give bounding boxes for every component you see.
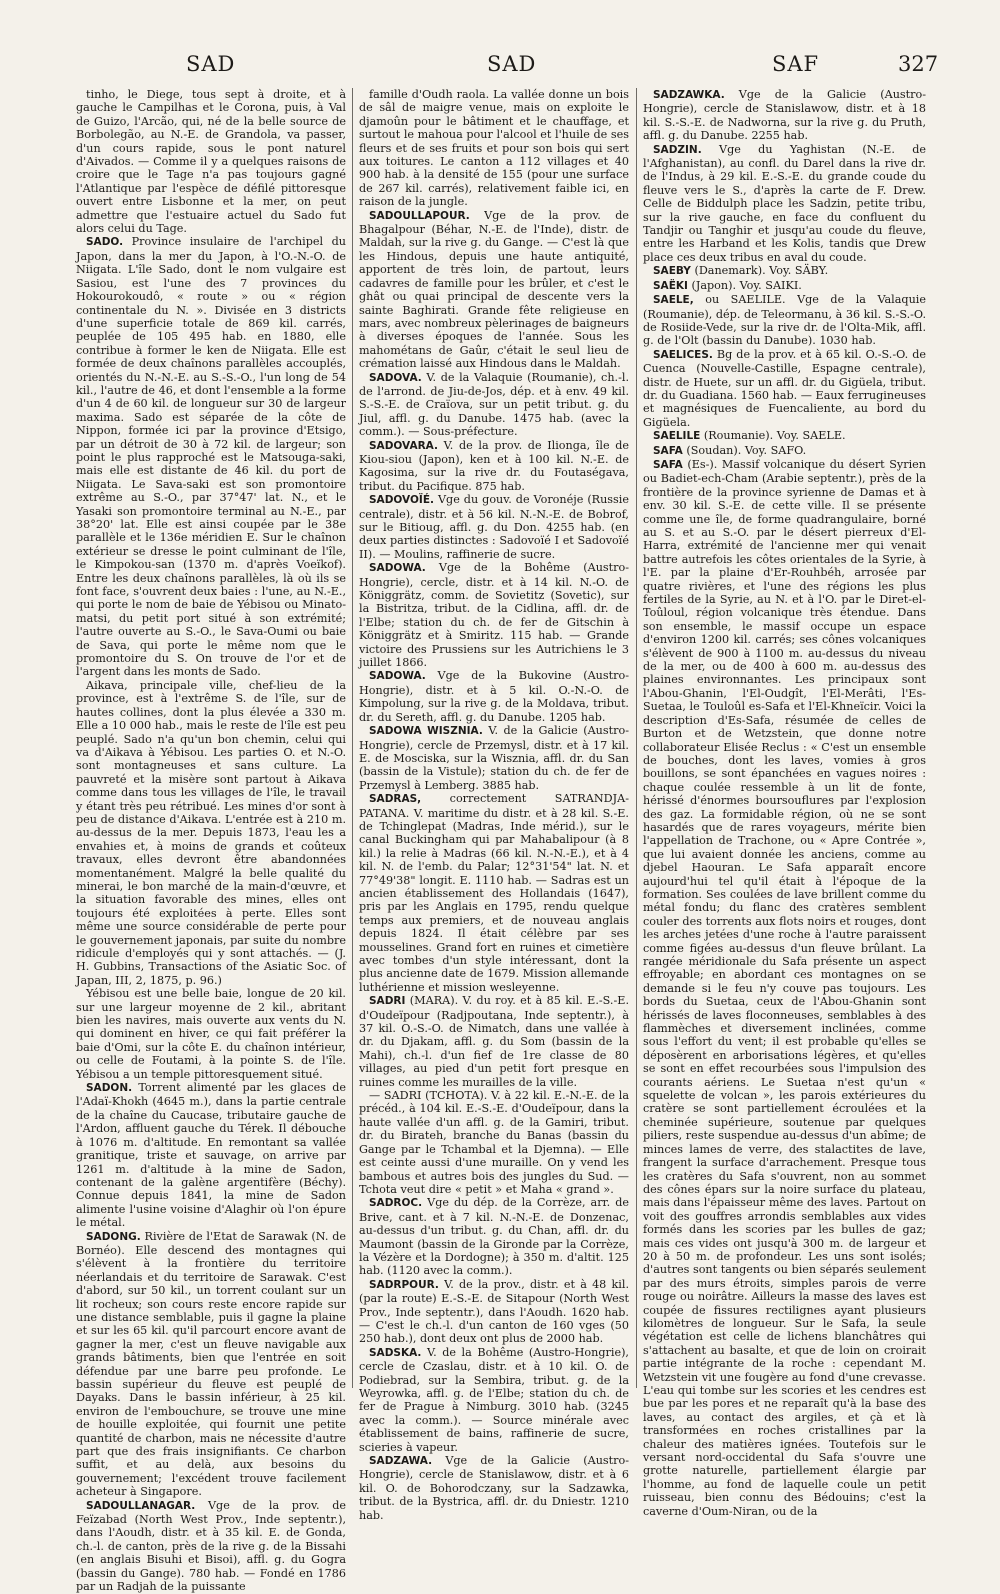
dictionary-entry: [76, 679, 346, 987]
entry-headword: SAELICES.: [653, 348, 713, 361]
entry-text: V. de la prov., distr. et à 48 kil. (par la route) E.-S.-E. de Sitapour (North West Prov., Inde septentr.), dans l'Aoudh. 1620 hab. — C'est le ch.-l. d'un canton de 160 vges (50 250 hab.), dont deux ont plus de 2000 hab.: [359, 1277, 630, 1346]
entry-text: V. de la prov. de Ilionga, île de Kiou-siou (Japon), ken et à 100 kil. N.-E. de Kagosima, sur la rive dr. du Foutaségava, tribut. du Pacifique. 875 hab.: [359, 438, 630, 493]
text-column-3: [643, 88, 927, 1518]
dictionary-entry: [359, 1278, 629, 1346]
entry-headword: SADONG.: [86, 1230, 141, 1243]
running-header: [0, 52, 1000, 82]
entry-headword: SAELE,: [653, 294, 694, 307]
dictionary-entry: [359, 209, 629, 371]
dictionary-entry: [643, 293, 926, 348]
entry-text: (Es-). Massif volcanique du désert Syrien ou Badiet-ech-Cham (Arabie septentr.), près de la frontière de la province syrienne de Damas et à env. 30 kil. S.-E. de cette ville. Il se présente comme une île, de forme quadrangulaire, borné au S. et au S.-O. par le désert pierreux d'El-Harra, extrémité de l'ancienne mer qui venait battre autrefois les côtes orientales de la Syrie, à l'E. par la plaine d'Er-Rouhbéh, arrosée par quatre rivières, et l'une des régions les plus fertiles de la Syrie, au N. et à l'O. par le Diret-el-Toûloul, région volcanique très étendue. Dans son ensemble, le massif occupe un espace d'environ 1200 kil. carrés; ses cônes volcaniques s'élèvent de 900 à 1100 m. au-dessus du niveau de la mer, ou de 400 à 600 m. au-dessus des plaines environnantes. Les principaux sont l'Abou-Ghanin, l'El-Oudgît, l'El-Merâti, l'Es-Suetaa, le Touloûl es-Safa et l'El-Khneïcir. Voici la description d'Es-Safa, résumée de celles de Burton et de Wetzstein, que donne notre collaborateur Elisée Reclus : « C'est un ensemble de bouches, dont les laves, vomies à gros bouillons, se sont épanchées en vagues noires : chaque coulée ressemble à un lit de fonte, hérissé d'énormes boursouflures par l'explosion des gaz. La formidable région, où ne se sont hasardés que de rares voyageurs, mérite bien l'appellation de Trachone, ou « Apre Contrée », que lui avaient donnée les anciens, comme au djebel Haouran. Le Safa apparaît encore aujourd'hui tel qu'il était à l'époque de la formation. Ses coulées de lave brillent comme du métal fondu; du flanc des cratères semblent couler des torrents aux flots noirs et rouges, dont les arches jetées d'une roche à l'autre paraissent comme figées au-dessus d'un fleuve brûlant. La rangée méridionale du Safa présente un aspect effroyable; en abordant ces montagnes on se demande si le feu n'y couve pas toujours. Les bords du Suetaa, ceux de l'Abou-Ghanin sont hérissés de laves floconneuses, semblables à des flammèches et diversement inclinées, comme sous l'effort du vent; il est probable qu'elles se déposèrent en arborisations légères, et qu'elles se sont en effet recourbées sous l'impulsion des courants aériens. Le Suetaa n'est qu'un « squelette de volcan », les parois extérieures du cratère se sont partiellement écroulées et la cheminée supérieure, soutenue par quelques piliers, reste suspendue au-dessus d'un abîme; de minces lames de verre, des stalactites de lave, frangent la surface d'arrachement. Presque tous les cratères du Safa s'ouvrent, non au sommet des cônes épars sur la noire surface du plateau, mais dans l'épaisseur même des laves. Partout on voit des gouffres arrondis semblables aux vides formés dans les scories par les bulles de gaz; mais ces vides ont jusqu'à 300 m. de largeur et 20 à 50 m. de profondeur. Les uns sont isolés; d'autres sont tangents ou bien séparés seulement par des murs étroits, simples parois de verre rouge ou noirâtre. Ailleurs la masse des laves est coupée de fissures rectilignes ayant plusieurs kilomètres de longueur. Sur le Safa, la seule végétation est celle de lichens blanchâtres qui s'attachent au basalte, et que de loin on croirait partie intégrante de la roche : cependant M. Wetzstein vit une fougère au fond d'une crevasse. L'eau qui tombe sur les scories et les cendres est bue par les pores et ne reparaît qu'à la base des laves, au contact des argiles, et çà et là transformées en roches cristallines par la chaleur des matières ignées. Toutefois sur le versant nord-occidental du Safa s'ouvre une grotte naturelle, partiellement élargie par l'homme, au fond de laquelle coule un petit ruisseau, bien connu des Bédouins; c'est la caverne d'Oum-Niran, ou de la: [643, 457, 926, 1518]
dictionary-entry: [359, 1196, 629, 1277]
dictionary-entry: [76, 987, 346, 1081]
entry-text: Vge de la prov. de Bhagalpour (Béhar, N.-E. de l'Inde), distr. de Maldah, sur la rive g. du Gange. — C'est là que les Hindous, depuis une haute antiquité, apportent de très loin, de partout, leurs cadavres de famille pour les brûler, et c'est le ghât ou quai principal de descente vers la sainte Baghirati. Grande fête religieuse en mars, avec nombreux pèlerinages de baigneurs à diverses époques de l'année. Sous les mahométans de Gaûr, c'était le seul lieu de crémation laissé aux Hindous dans le Maldah.: [359, 208, 629, 371]
entry-text: tinho, le Diege, tous sept à droite, et à gauche le Campilhas et le Corona, puis, à Val de Guizo, l'Arcão, qui, né de la belle source de Borbolegão, au N.-E. de Grandola, va passer, d'un cours rapide, sous le pont naturel d'Aivados. — Comme il y a quelques raisons de croire que le Tage n'a pas toujours gagné l'Atlantique par l'espèce de défilé pittoresque ouvert entre Lisbonne et la mer, on peut admettre que l'estuaire actuel du Sado fut alors celui du Tage.: [76, 88, 346, 236]
entry-text: V. de la Bohême (Austro-Hongrie), cercle de Czaslau, distr. et à 10 kil. O. de Podiebrad, sur la Sembira, tribut. g. de la Weyrowka, affl. g. de l'Elbe; station du ch. de fer de Prague à Nimburg. 3010 hab. (3245 avec la comm.). — Source minérale avec établissement de bains, raffinerie de sucre, scieries à vapeur.: [359, 1345, 629, 1454]
entry-headword: SADOWA.: [369, 562, 426, 575]
entry-headword: SADSKA.: [369, 1346, 422, 1359]
entry-text: (MARA). V. du roy. et à 85 kil. E.-S.-E. d'Oudeïpour (Radjpoutana, Inde septentr.), à 37 kil. O.-S.-O. de Nimatch, dans une vallée à dr. du Djakam, affl. g. du Som (bassin de la Mahi), ch.-l. d'un fief de 1re classe de 80 villages, au pied d'un petit fort presque en ruines comme les murailles de la ville.: [359, 994, 629, 1089]
entry-headword: SADRI: [369, 995, 406, 1008]
dictionary-entry: [359, 1454, 629, 1522]
text-column-1: [76, 88, 346, 1594]
header-left-word: SAD: [186, 52, 236, 76]
entry-headword: SADROC.: [369, 1197, 423, 1210]
dictionary-entry: [76, 1081, 346, 1229]
text-column-2: [359, 88, 630, 1522]
dictionary-entry: [359, 1346, 629, 1454]
entry-text: Vge de la Bohême (Austro-Hongrie), cercle, distr. et à 14 kil. N.-O. de Königgrätz, comm. de Sovietitz (Sovetic), sur la Bistritza, tribut. de la Cidlina, affl. dr. de l'Elbe; station du ch. de fer de Gitschin à Königgrätz et à Smiritz. 115 hab. — Grande victoire des Prussiens sur les Autrichiens le 3 juillet 1866.: [359, 561, 629, 670]
dictionary-entry: [643, 458, 926, 1518]
entry-text: Vge de la Bukovine (Austro-Hongrie), distr. et à 5 kil. O.-N.-O. de Kimpolung, sur la rive g. de la Moldava, tribut. dr. du Sereth, affl. g. du Danube. 1205 hab.: [359, 669, 629, 724]
entry-text: — SADRI (TCHOTA). V. à 22 kil. E.-N.-E. de la précéd., à 104 kil. E.-S.-E. d'Oudeïpour, dans la haute vallée d'un affl. g. de la Gamiri, tribut. dr. du Birateh, branche du Banas (bassin du Gange par le Tchambal et la Djemna). — Elle est ceinte aussi d'une muraille. On y vend les bambous et autres bois des jungles du Sud. — Tchota veut dire « petit » et Maha « grand ».: [359, 1089, 629, 1196]
entry-text: famille d'Oudh raola. La vallée donne un bois de sâl de maigre venue, mais on exploite le djamoûn pour le bâtiment et le chauffage, et surtout le mahoua pour l'alcool et l'huile de ses fleurs et de ses fruits et pour son bois qui sert aux toitures. Le canton a 112 villages et 40 900 hab. à la densité de 155 (pour une surface de 267 kil. carrés), relativement faible ici, en raison de la jungle.: [359, 88, 629, 209]
dictionary-entry: [76, 88, 346, 235]
entry-headword: SADO.: [86, 236, 124, 249]
entry-headword: SADZAWKA.: [653, 89, 725, 101]
entry-text: Rivière de l'Etat de Sarawak (N. de Bornéo). Elle descend des montagnes qui s'élèvent à la frontière du territoire néerlandais et du territoire de Sarawak. C'est d'abord, sur 50 kil., un torrent coulant sur un lit rocheux; son cours reste encore rapide sur une distance semblable, puis il gagne la plaine et sur les 65 kil. qu'il parcourt encore avant de gagner la mer, c'est un fleuve navigable aux grands bâtiments, bien que l'entrée en soit défendue par une barre peu profonde. Le bassin supérieur du fleuve est peuplé de Dayaks. Dans le bassin inférieur, à 25 kil. environ de l'embouchure, se trouve une mine de houille exploitée, qui fournit une petite quantité de charbon, mais ne nécessite d'autre part que des frais insignifiants. Ce charbon suffit, et au delà, aux besoins du gouvernement; l'excédent trouve facilement acheteur à Singapore.: [76, 1229, 346, 1499]
dictionary-entry: [359, 439, 629, 494]
entry-headword: SAËKI: [653, 279, 688, 292]
dictionary-entry: [76, 1499, 346, 1594]
dictionary-entry: [359, 724, 629, 792]
column-divider: [352, 88, 353, 1388]
entry-text: Vge du gouv. de Voronéje (Russie centrale), distr. et à 56 kil. N.-N.-E. de Bobrof, sur le Bitioug, affl. g. du Don. 4255 hab. (en deux parties distinctes : Sadovoïé I et Sadovoïé II). — Moulins, raffinerie de sucre.: [359, 493, 629, 561]
dictionary-entry: [359, 493, 629, 561]
entry-headword: SADRAS,: [369, 793, 422, 806]
entry-text: Bg de la prov. et à 65 kil. O.-S.-O. de Cuenca (Nouvelle-Castille, Espagne centrale), distr. de Huete, sur un affl. dr. du Gigüela, tribut. dr. du Guadiana. 1560 hab. — Eaux ferrugineuses et magnésiques de Fuencaliente, au bord du Gigüela.: [643, 347, 926, 429]
entry-text: (Japon). Voy. SAIKI.: [691, 278, 802, 292]
entry-text: Torrent alimenté par les glaces de l'Adaï-Khokh (4645 m.), dans la partie centrale de la chaîne du Caucase, tributaire gauche de l'Ardon, affluent gauche du Térek. Il débouche à 1076 m. d'altitude. En remontant sa vallée granitique, triste et sauvage, on arrive par 1261 m. d'altitude à la mine de Sadon, contenant de la galène argentifère (Béchy). Connue depuis 1841, la mine de Sadon alimente l'usine voisine d'Alaghir où l'on épure le métal.: [76, 1081, 346, 1230]
dictionary-entry: [643, 348, 926, 429]
entry-headword: SADOULLANAGAR.: [86, 1499, 196, 1512]
dictionary-entry: [643, 143, 926, 265]
entry-headword: SADOULLAPOUR.: [369, 209, 470, 222]
dictionary-entry: [643, 444, 926, 458]
column-divider: [636, 88, 637, 1388]
dictionary-entry: [359, 1089, 629, 1196]
entry-headword: SADOWA.: [369, 670, 426, 683]
header-center-word: SAD: [487, 52, 537, 76]
dictionary-entry: [643, 88, 926, 143]
entry-text: Province insulaire de l'archipel du Japon, dans la mer du Japon, à l'O.-N.-O. de Niigata. L'île Sado, dont le nom vulgaire est Sasiou, est l'une des 7 provinces du Hokourokoudô, « route » ou « région continentale du N. ». Divisée en 3 districts d'une superficie totale de 869 kil. carrés, peuplée de 105 495 hab. en 1880, elle contribue à former le ken de Niigata. Elle est formée de deux chaînons parallèles accouplés, orientés du N.-N.-E. au S.-S.-O., l'un long de 54 kil., l'autre de 46, et dont l'ensemble a la forme d'un 4 de 60 kil. de longueur sur 30 de largeur maxima. Sado est séparée de la côte de Nippon, formée ici par la province d'Etsigo, par un détroit de 30 à 72 kil. de largeur; son point le plus rapproché est le Matsouga-saki, mais elle est distante de 46 kil. du port de Niigata. Le Sava-saki est son promontoire extrême au S.-O., par 37°47' lat. N., et le Yasaki son promontoire terminal au N.-E., par 38°20' lat. Elle est ainsi coupée par le 38e parallèle et le 136e méridien E. Sur le chaînon extérieur se dresse le point culminant de l'île, le Kimpokou-san (1370 m. d'après Voeïkof). Entre les deux chaînons parallèles, là où ils se font face, s'ouvrent deux baies : l'une, au N.-E., qui porte le nom de baie de Yébisou ou Minato-matsi, du petit port situé à son extrémité; l'autre ouverte au S.-O., le Sava-Oumi ou baie de Sava, qui porte le même nom que le promontoire du S. On trouve de l'or et de l'argent dans les monts de Sado.: [76, 235, 346, 679]
entry-text: (Soudan). Voy. SAFO.: [686, 443, 807, 457]
dictionary-entry: [643, 264, 926, 278]
dictionary-entry: [359, 669, 629, 724]
entry-text: V. de la Valaquie (Roumanie), ch.-l. de l'arrond. de Jiu-de-Jos, dép. et à env. 49 kil. S.-S.-E. de Craïova, sur un petit tribut. g. du Jiul, affl. g. du Danube. 1475 hab. (avec la comm.). — Sous-préfecture.: [359, 370, 630, 439]
entry-headword: SADRPOUR.: [369, 1278, 439, 1291]
dictionary-entry: [643, 279, 926, 293]
entry-text: Vge de la Galicie (Austro-Hongrie), cercle de Stanislawow, distr. et à 6 kil. O. de Bohorodczany, sur la Sadzawka, tribut. de la Bystrica, affl. dr. du Dniestr. 1210 hab.: [359, 1454, 630, 1522]
dictionary-entry: [359, 994, 629, 1089]
entry-headword: SAEBY: [653, 265, 691, 278]
dictionary-entry: [643, 429, 926, 443]
entry-headword: SAFA: [653, 458, 683, 471]
entry-headword: SADOVARA.: [369, 439, 438, 452]
entry-text: Yébisou est une belle baie, longue de 20 kil. sur une largeur moyenne de 2 kil., abritant bien les navires, mais ouverte aux vents du N. qui dominent en hiver, ce qui fait préférer la baie d'Omi, sur la côte E. du chaînon intérieur, ou celle de Foutami, à la pointe S. de l'île. Yébisou a un temple pittoresquement situé.: [76, 987, 346, 1081]
entry-headword: SADOVOÏÉ.: [369, 494, 434, 507]
entry-headword: SAFA: [653, 444, 683, 457]
entry-text: Vge de la Galicie (Austro-Hongrie), cercle de Stanislawow, distr. et à 18 kil. S.-S.-E. de Nadworna, sur la rive g. du Pruth, affl. g. du Danube. 2255 hab.: [643, 88, 927, 143]
entry-headword: SADOWA WISZNIA.: [369, 725, 483, 738]
page-number: 327: [898, 52, 939, 76]
entry-text: (Roumanie). Voy. SAELE.: [703, 429, 846, 443]
entry-text: Vge de la prov. de Feïzabad (North West Prov., Inde septentr.), dans l'Aoudh, distr. et à 35 kil. E. de Gonda, ch.-l. de canton, près de la rive g. de la Bissahi (en anglais Bisuhi et Bisoi), affl. g. du Gogra (bassin du Gange). 780 hab. — Fondé en 1786 par un Radjah de la puissante: [76, 1498, 346, 1594]
entry-headword: SAELILE: [653, 430, 701, 443]
dictionary-entry: [76, 1230, 346, 1499]
dictionary-entry: [359, 88, 629, 209]
dictionary-entry: [359, 371, 629, 439]
entry-text: ou SAELILE. Vge de la Valaquie (Roumanie), dép. de Teleormanu, à 36 kil. S.-S.-O. de Rosiide-Vede, sur la rive dr. de l'Olta-Mik, affl. g. de l'Olt (bassin du Danube). 1030 hab.: [643, 293, 926, 348]
entry-headword: SADOVA.: [369, 371, 422, 384]
entry-text: Aikava, principale ville, chef-lieu de la province, est à l'extrême S. de l'île, sur de hautes collines, dont la plus élevée a 330 m. Elle a 10 000 hab., mais le reste de l'île est peu peuplé. Sado n'a qu'un bon chemin, celui qui va d'Aikava à Yébisou. Les parties O. et N.-O. sont montagneuses et sans culture. La pauvreté et la misère sont partout à Aikava comme dans tous les villages de l'île, le travail y étant très peu rétribué. Les mines d'or sont à peu de distance d'Aikava. L'entrée est à 210 m. au-dessus de la mer. Depuis 1873, l'eau les a envahies et, à moins de grands et coûteux travaux, elles devront être abandonnées momentanément. Malgré la belle qualité du minerai, le bon marché de la main-d'œuvre, et la situation favorable des mines, elles ont toujours été exploitées à perte. Elles sont même une source considérable de perte pour le gouvernement japonais, par suite du nombre ridicule d'employés qui y sont attachés. — (J. H. Gubbins, Transactions of the Asiatic Soc. of Japan, III, 2, 1875, p. 96.): [76, 678, 346, 987]
entry-headword: SADON.: [86, 1082, 133, 1095]
entry-text: (Danemark). Voy. SÄBY.: [694, 264, 829, 278]
entry-text: Vge du dép. de la Corrèze, arr. de Brive, cant. et à 7 kil. N.-N.-E. de Donzenac, au-dessus d'un tribut. g. du Chan, affl. dr. du Maumont (bassin de la Gironde par la Corrèze, la Vézère et la Dordogne); à 350 m. d'altit. 125 hab. (1120 avec la comm.).: [359, 1196, 629, 1278]
entry-text: Vge du Yaghistan (N.-E. de l'Afghanistan), au confl. du Darel dans la rive dr. de l'Indus, à 29 kil. E.-S.-E. du grande coude du fleuve vers le S., d'après la carte de F. Drew. Celle de Biddulph place les Sadzin, petite tribu, sur la rive gauche, en face du confluent du Tandjir ou Tanghir et jusqu'au coude du fleuve, entre les Harband et les Kolis, tandis que Drew place ces deux tribus en aval du coude.: [643, 142, 926, 264]
dictionary-entry: [359, 561, 629, 669]
dictionary-entry: [76, 235, 346, 678]
entry-text: V. de la Galicie (Austro-Hongrie), cercle de Przemysl, distr. et à 17 kil. E. de Mosciska, sur la Wisznia, affl. dr. du San (bassin de la Vistule); station du ch. de fer de Przemysl à Lemberg. 3885 hab.: [359, 724, 629, 792]
entry-text: correctement SATRANDJA-PATANA. V. maritime du distr. et à 28 kil. S.-E. de Tchinglepat (Madras, Inde mérid.), sur le canal Buckingham qui par Mahabalipour (à 8 kil.) la relie à Madras (66 kil. N.-N.-E.), et à 4 kil. N. de l'emb. du Palar; 12°31'54" lat. N. et 77°49'38" longit. E. 1110 hab. — Sadras est un ancien établissement des Hollandais (1647), pris par les Anglais en 1795, rendu quelque temps aux premiers, et de nouveau anglais depuis 1824. Il était célèbre par ses mousselines. Grand fort en ruines et cimetière avec tombes d'un style intéressant, dont la plus ancienne date de 1679. Mission allemande luthérienne et mission wesleyenne.: [359, 792, 629, 994]
header-right-word: SAF: [772, 52, 820, 76]
dictionary-entry: [359, 792, 629, 994]
entry-headword: SADZAWA.: [369, 1455, 433, 1468]
entry-headword: SADZIN.: [653, 143, 702, 156]
